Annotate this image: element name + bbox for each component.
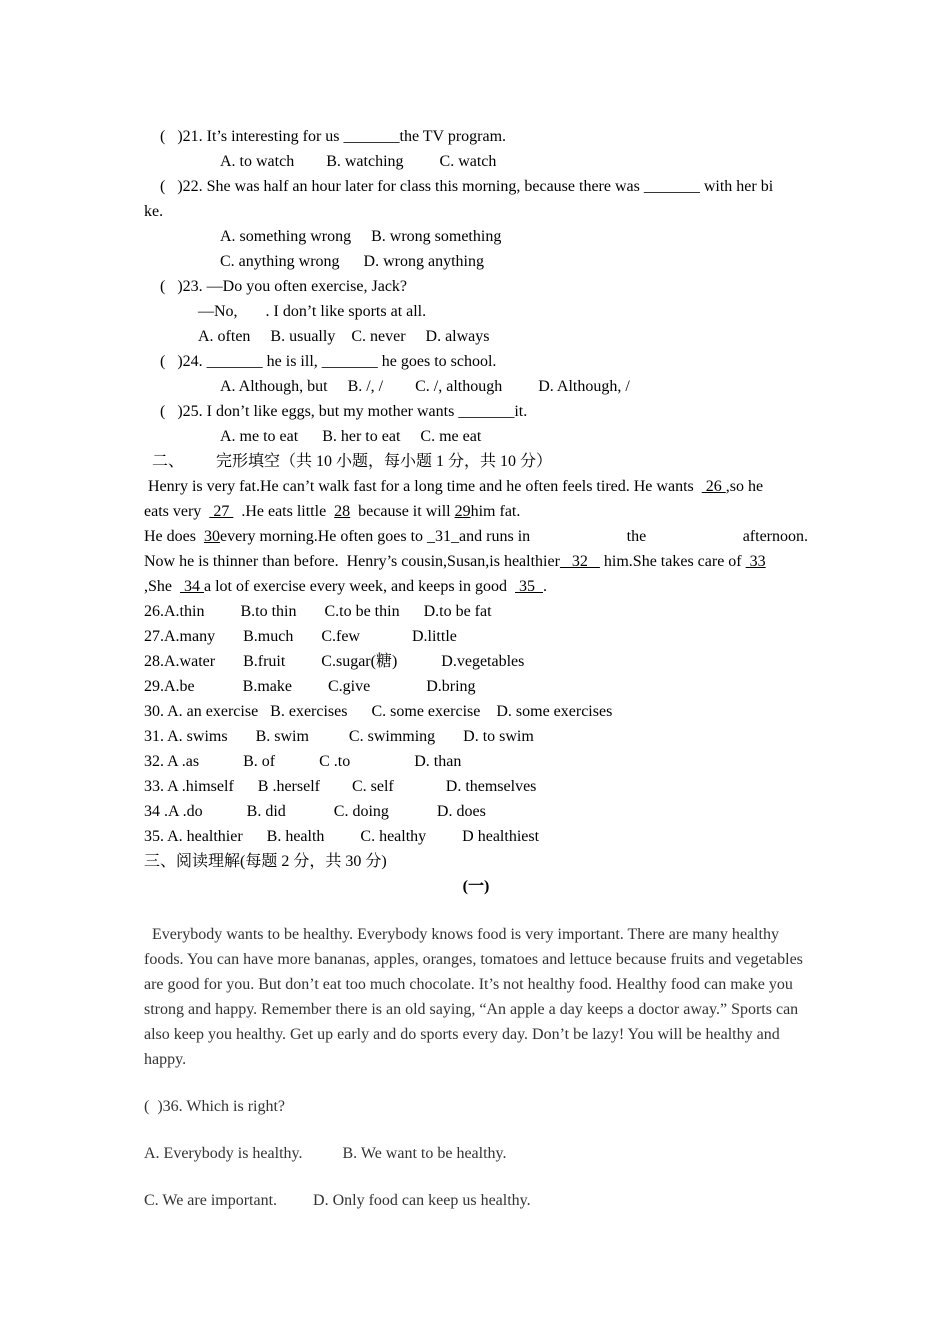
question-36-options-ab: A. Everybody is healthy. B. We want to be healthy. bbox=[144, 1145, 507, 1162]
cloze-text: a lot of exercise every week, and keeps in good bbox=[204, 578, 515, 595]
cloze-text: . bbox=[543, 578, 547, 595]
cloze-text: him fat. bbox=[470, 503, 521, 520]
exam-page bbox=[144, 124, 808, 1213]
blank-29: 29 bbox=[454, 503, 471, 520]
cloze-options-35: 35. A. healthier B. health C. healthy D healthiest bbox=[144, 828, 540, 845]
cloze-options-34: 34 .A .do B. did C. doing D. does bbox=[144, 803, 486, 820]
blank-26: 26 bbox=[701, 478, 726, 495]
cloze-options-29: 29.A.be B.make C.give D.bring bbox=[144, 678, 476, 695]
question-22: ( )22. She was half an hour later for class this morning, because there was _______ with her bi bbox=[160, 178, 774, 195]
cloze-options-32: 32. A .as B. of C .to D. than bbox=[144, 753, 462, 770]
cloze-options-26: 26.A.thin B.to thin C.to be thin D.to be fat bbox=[144, 603, 492, 620]
cloze-line-4 bbox=[144, 549, 808, 574]
cloze-text: He does bbox=[144, 528, 204, 545]
cloze-text: afternoon. bbox=[742, 528, 808, 545]
question-24-options: A. Although, but B. /, / C. /, although D. Although, / bbox=[220, 378, 630, 395]
cloze-text: eats very bbox=[144, 503, 210, 520]
cloze-line-1 bbox=[144, 474, 808, 499]
question-23: ( )23. —Do you often exercise, Jack? bbox=[160, 278, 408, 295]
question-22-continued: ke. bbox=[144, 203, 164, 220]
cloze-text: ,She bbox=[144, 578, 180, 595]
question-25: ( )25. I don’t like eggs, but my mother wants _______it. bbox=[160, 403, 528, 420]
cloze-text: the bbox=[626, 528, 647, 545]
question-25-options: A. me to eat B. her to eat C. me eat bbox=[220, 428, 482, 445]
question-22-options-ab: A. something wrong B. wrong something bbox=[220, 228, 502, 245]
question-21: ( )21. It’s interesting for us _______the TV program. bbox=[160, 128, 507, 145]
cloze-text: ,so he bbox=[725, 478, 764, 495]
reading-passage: Everybody wants to be healthy. Everybody knows food is very important. There are many healthy foods. You can have more bananas, apples, oranges, tomatoes and lettuce because fruits and vegetables are good for you. But don’t eat too much chocolate. It’s not healthy food. Healthy food can make you strong and happy. Remember there is an old saying, “An apple a day keeps a doctor away.” Sports can also keep you healthy. Get up early and do sports every day. Don’t be lazy! You will be healthy and happy. bbox=[144, 926, 807, 1068]
question-21-options: A. to watch B. watching C. watch bbox=[220, 153, 497, 170]
blank-30: 30 bbox=[203, 528, 220, 545]
reading-part-title: (一) bbox=[462, 878, 490, 895]
blank-33: 33 bbox=[745, 553, 766, 570]
blank-35: 35 bbox=[515, 578, 543, 595]
cloze-options-33: 33. A .himself B .herself C. self D. themselves bbox=[144, 778, 537, 795]
question-36: ( )36. Which is right? bbox=[144, 1098, 286, 1115]
cloze-line-2 bbox=[144, 499, 808, 524]
blank-28: 28 bbox=[334, 503, 351, 520]
cloze-text: him.She takes care of bbox=[599, 553, 746, 570]
cloze-line-3 bbox=[144, 524, 808, 549]
cloze-options-28: 28.A.water B.fruit C.sugar(糖) D.vegetables bbox=[144, 653, 525, 670]
cloze-text: Now he is thinner than before. Henry’s cousin,Susan,is healthier bbox=[144, 553, 560, 570]
blank-27: 27 bbox=[209, 503, 234, 520]
cloze-text: Henry is very fat.He can’t walk fast for a long time and he often feels tired. He wants bbox=[144, 478, 702, 495]
cloze-options-27: 27.A.many B.much C.few D.little bbox=[144, 628, 457, 645]
question-23-options: A. often B. usually C. never D. always bbox=[198, 328, 490, 345]
cloze-text: every morning.He often goes to _31_and runs in bbox=[219, 528, 531, 545]
question-22-options-cd: C. anything wrong D. wrong anything bbox=[220, 253, 484, 270]
cloze-line-5 bbox=[144, 574, 808, 599]
question-36-options-cd: C. We are important. D. Only food can keep us healthy. bbox=[144, 1192, 531, 1209]
question-23-reply: —No, . I don’t like sports at all. bbox=[198, 303, 427, 320]
cloze-options-30: 30. A. an exercise B. exercises C. some exercise D. some exercises bbox=[144, 703, 613, 720]
question-24: ( )24. _______ he is ill, _______ he goes to school. bbox=[160, 353, 497, 370]
section-3-heading: 三、阅读理解(每题 2 分，共 30 分) bbox=[144, 853, 387, 870]
blank-34: 34 bbox=[180, 578, 204, 595]
cloze-options-31: 31. A. swims B. swim C. swimming D. to swim bbox=[144, 728, 534, 745]
section-2-heading: 二、 完形填空（共 10 小题，每小题 1 分，共 10 分） bbox=[152, 453, 553, 470]
cloze-text: because it will bbox=[350, 503, 455, 520]
blank-32: 32 bbox=[559, 553, 600, 570]
cloze-text: .He eats little bbox=[233, 503, 335, 520]
